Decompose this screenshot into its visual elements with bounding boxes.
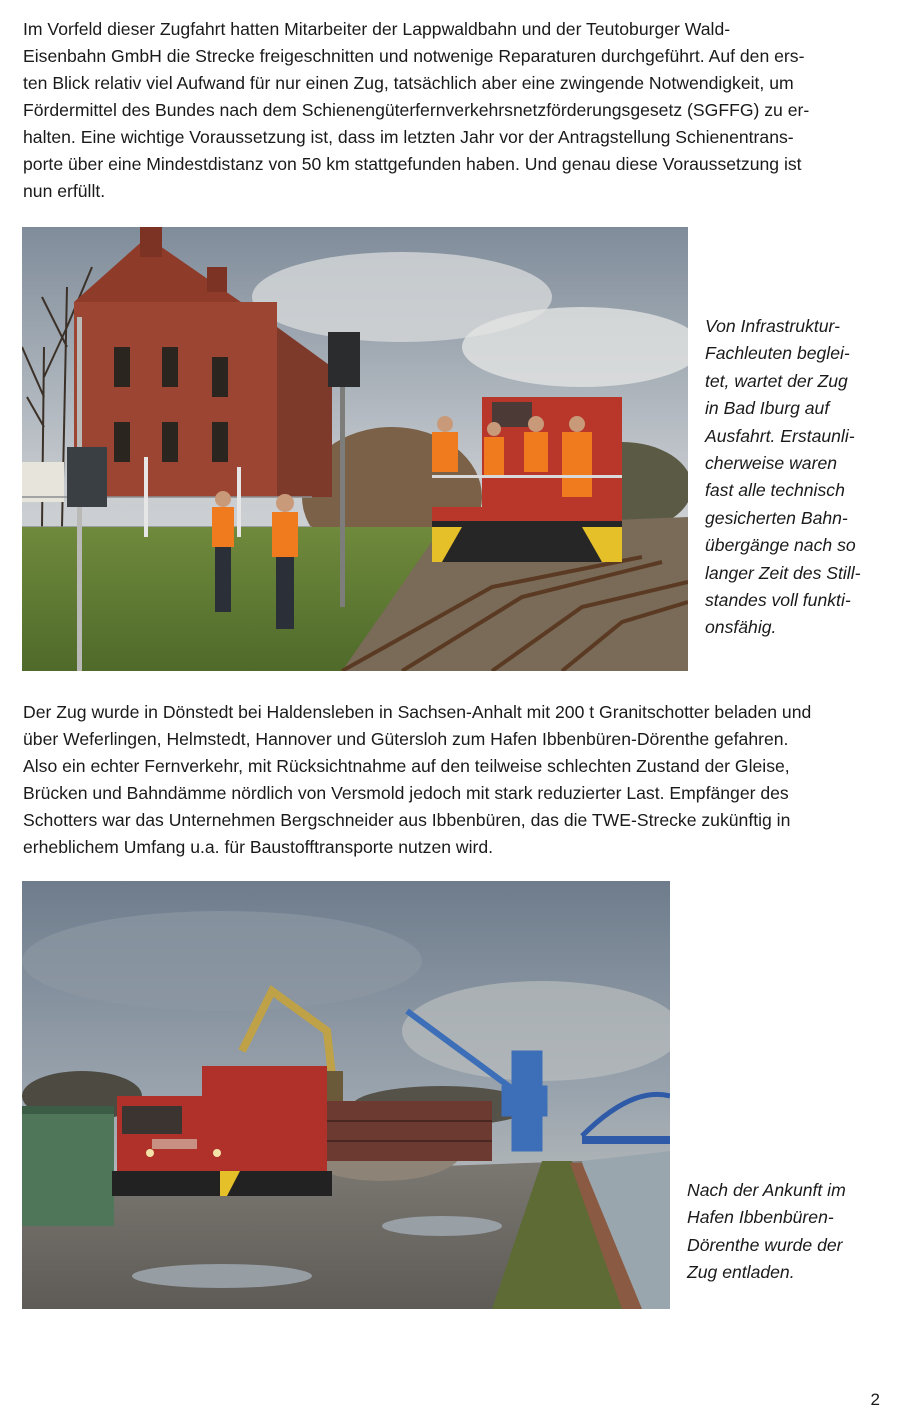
text-line: porte über eine Mindestdistanz von 50 km stattgefunden haben. Und genau diese Voraussetzung ist — [23, 154, 802, 174]
text-line: Schotters war das Unternehmen Bergschneider aus Ibbenbüren, das die TWE-Strecke zukünftig in — [23, 810, 791, 830]
text-line: Also ein echter Fernverkehr, mit Rücksichtnahme auf den teilweise schlechten Zustand der Gleise, — [23, 756, 790, 776]
page-number: 2 — [870, 1390, 880, 1409]
caption-line: Von Infrastruktur- — [705, 316, 840, 336]
photo2-caption — [687, 1177, 846, 1287]
photo-harbor-unloading — [22, 881, 670, 1309]
text-line: erheblichem Umfang u.a. für Baustofftransporte nutzen wird. — [23, 837, 494, 857]
caption-line: übergänge nach so — [705, 535, 856, 556]
text-line: ten Blick relativ viel Aufwand für nur einen Zug, tatsächlich aber eine zwingende Notwendigkeit, um — [23, 73, 794, 93]
caption-line: tet, wartet der Zug — [705, 370, 848, 391]
photo-illustration — [22, 227, 688, 671]
caption-line: in Bad Iburg auf — [705, 398, 830, 419]
text-line: Der Zug wurde in Dönstedt bei Haldensleben in Sachsen-Anhalt mit 200 t Granitschotter beladen und — [23, 702, 812, 722]
caption-line: gesicherten Bahn- — [705, 507, 848, 528]
text-line: Fördermittel des Bundes nach dem Schienengüterfernverkehrsnetzförderungsgesetz (SGFFG) zu er- — [23, 100, 810, 120]
text-line: über Weferlingen, Helmstedt, Hannover und Gütersloh zum Hafen Ibbenbüren-Dörenthe gefahren. — [23, 729, 789, 749]
route-paragraph — [23, 699, 881, 861]
photo-bad-iburg-station — [22, 227, 688, 671]
caption-line: onsfähig. — [705, 617, 777, 638]
caption-line: Ausfahrt. Erstaunli- — [705, 425, 855, 446]
caption-line: standes voll funkti- — [705, 590, 851, 611]
intro-paragraph — [23, 16, 881, 205]
text-line: nun erfüllt. — [23, 181, 106, 201]
text-line: halten. Eine wichtige Voraussetzung ist, dass im letzten Jahr vor der Antragstellung Schienentrans- — [23, 127, 794, 147]
caption-line: Zug entladen. — [687, 1262, 795, 1283]
text-line: Eisenbahn GmbH die Strecke freigeschnitten und notwenige Reparaturen durchgeführt. Auf den ers- — [23, 46, 805, 66]
text-line: Brücken und Bahndämme nördlich von Versmold jedoch mit stark reduzierter Last. Empfänger des — [23, 783, 789, 803]
caption-line: Hafen Ibbenbüren- — [687, 1207, 834, 1228]
caption-line: Fachleuten beglei- — [705, 343, 850, 364]
caption-line: Dörenthe wurde der — [687, 1234, 843, 1255]
caption-line: Nach der Ankunft im — [687, 1180, 846, 1200]
caption-line: cherweise waren — [705, 453, 838, 474]
photo1-caption — [705, 313, 860, 642]
text-line: Im Vorfeld dieser Zugfahrt hatten Mitarbeiter der Lappwaldbahn und der Teutoburger Wald- — [23, 19, 731, 39]
caption-line: fast alle technisch — [705, 480, 845, 501]
photo-illustration — [22, 881, 670, 1309]
caption-line: langer Zeit des Still- — [705, 562, 861, 583]
